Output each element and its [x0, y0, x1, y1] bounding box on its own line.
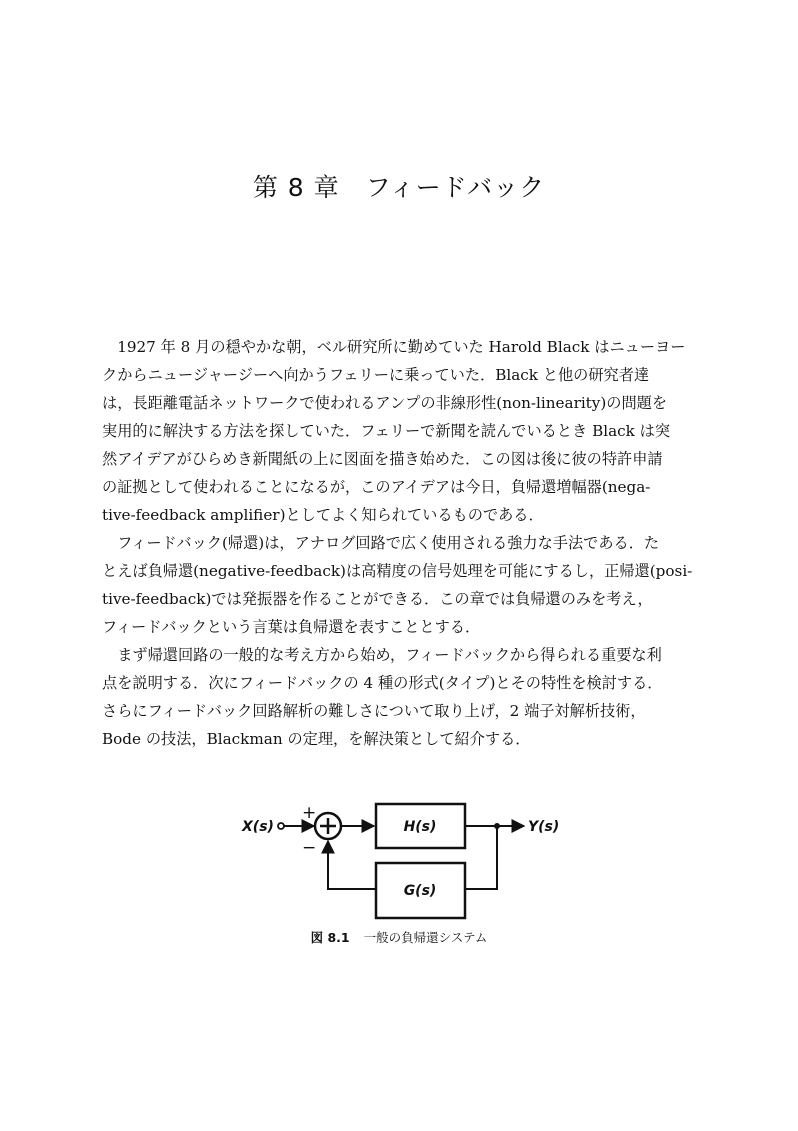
paragraph-1-line: クからニュージャージーへ向かうフェリーに乗っていた．Black と他の研究者達 — [102, 366, 650, 384]
chapter-title: 第 8 章 フィードバック — [252, 173, 546, 202]
paragraph-3-line: さらにフィードバック回路解析の難しさについて取り上げ，2 端子対解析技術， — [102, 702, 646, 720]
input-terminal — [278, 823, 284, 829]
paragraph-2-line: とえば負帰還(negative-feedback)は高精度の信号処理を可能にするし，正帰還(posi- — [102, 562, 693, 580]
caption-number: 図 8.1 — [310, 930, 350, 945]
paragraph-1-line: 実用的に解決する方法を探していた．フェリーで新聞を読んでいるとき Black は突 — [102, 422, 671, 440]
feedback-path-in — [328, 841, 376, 889]
caption-text: 一般の負帰還システム — [363, 930, 488, 945]
paragraph-1-line: 1927 年 8 月の穏やかな朝，ベル研究所に勤めていた Harold Black はニューヨー — [117, 338, 686, 356]
feedback-block-diagram — [240, 796, 570, 926]
minus-sign: − — [302, 838, 317, 858]
paragraph-3-line: 点を説明する．次にフィードバックの 4 種の形式(タイプ)とその特性を検討する． — [102, 674, 663, 692]
output-label: Y(s) — [528, 819, 560, 835]
figure-caption — [0, 928, 798, 946]
feedback-path-out — [465, 826, 497, 889]
paragraph-3-line: まず帰還回路の一般的な考え方から始め，フィードバックから得られる重要な利 — [117, 646, 662, 664]
paragraph-2-line: フィードバック(帰還)は，アナログ回路で広く使用される強力な手法である．た — [117, 534, 660, 552]
paragraph-1-line: の証拠として使われることになるが，このアイデアは今日，負帰還増幅器(nega- — [102, 478, 651, 496]
plus-sign: + — [302, 803, 317, 823]
paragraph-1-line: は，長距離電話ネットワークで使われるアンプの非線形性(non-linearity)の問題を — [102, 394, 668, 412]
diagram-canvas — [240, 796, 570, 926]
paragraph-2-line: tive-feedback)では発振器を作ることができる．この章では負帰還のみを考え， — [102, 590, 653, 608]
forward-block-label: H(s) — [403, 819, 437, 835]
paragraph-3-line: Bode の技法，Blackman の定理，を解決策として紹介する． — [102, 730, 531, 748]
paragraph-1-line: 然アイデアがひらめき新聞紙の上に図面を描き始めた．この図は後に彼の特許申請 — [102, 450, 663, 468]
paragraph-1-line: tive-feedback amplifier)としてよく知られているものである． — [102, 506, 544, 524]
paragraph-2-line: フィードバックという言葉は負帰還を表すこととする． — [102, 618, 481, 636]
body-text — [102, 333, 702, 753]
feedback-block-label: G(s) — [403, 883, 437, 899]
input-label: X(s) — [242, 819, 274, 835]
